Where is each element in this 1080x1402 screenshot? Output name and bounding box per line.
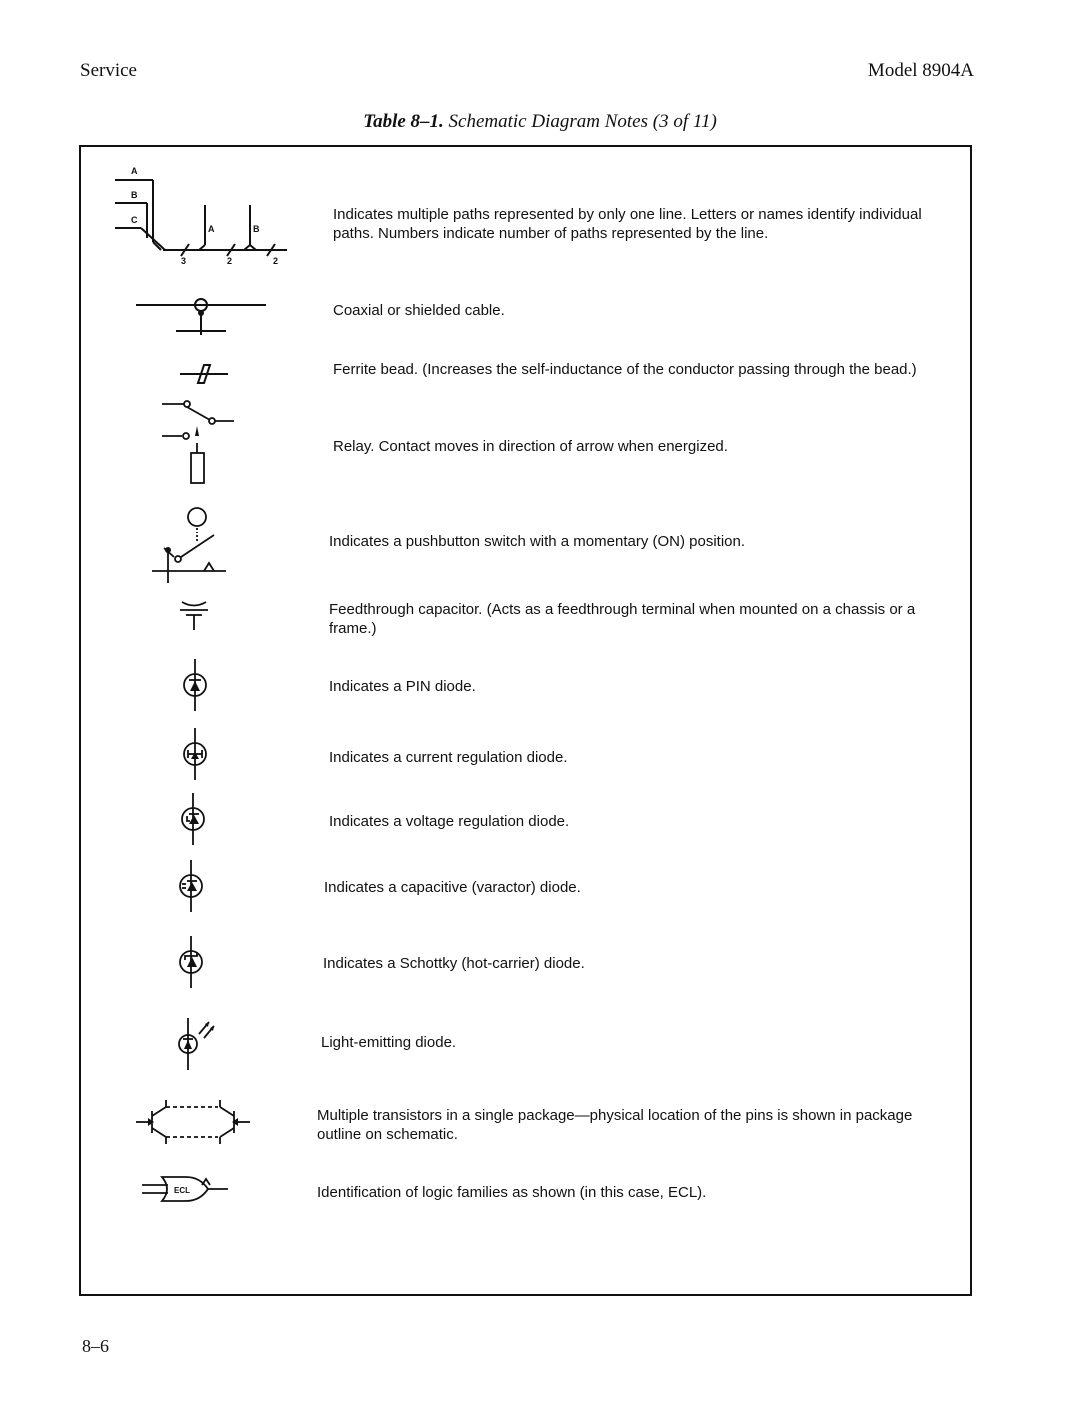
note-pushbutton-switch: Indicates a pushbutton switch with a momentary (ON) position. <box>329 533 746 550</box>
note-coaxial-cable: Coaxial or shielded cable. <box>333 302 505 319</box>
running-header-model: Model 8904A <box>867 60 974 81</box>
running-header-section: Service <box>80 60 137 81</box>
note-logic-family: Identification of logic families as shown (in this case, ECL). <box>317 1184 707 1201</box>
bus-label-a: A <box>131 166 138 176</box>
note-multiple-paths: Indicates multiple paths represented by only one line. Letters or names identify individual paths. Numbers indicate number of paths represented by the line. <box>333 206 922 242</box>
note-feedthrough-capacitor: Feedthrough capacitor. (Acts as a feedthrough terminal when mounted on a chassis or a frame.) <box>329 601 916 637</box>
current-regulation-diode-symbol <box>180 728 210 780</box>
bus-count-3: 3 <box>181 256 187 266</box>
coaxial-cable-symbol <box>136 295 266 340</box>
note-relay: Relay. Contact moves in direction of arrow when energized. <box>333 438 728 455</box>
schottky-diode-symbol <box>176 936 206 988</box>
note-current-regulation-diode: Indicates a current regulation diode. <box>329 749 568 766</box>
varactor-diode-symbol <box>176 860 206 912</box>
note-light-emitting-diode: Light-emitting diode. <box>321 1034 457 1051</box>
note-pin-diode: Indicates a PIN diode. <box>329 678 476 695</box>
bus-label-b: B <box>131 190 138 200</box>
note-voltage-regulation-diode: Indicates a voltage regulation diode. <box>329 813 570 830</box>
feedthrough-capacitor-symbol <box>176 596 212 632</box>
pushbutton-switch-symbol <box>152 505 228 583</box>
bus-branch-label-b: B <box>253 224 260 234</box>
page-number: 8–6 <box>82 1336 109 1356</box>
note-ferrite-bead: Ferrite bead. (Increases the self-inductance of the conductor passing through the bead.) <box>333 361 917 378</box>
note-multiple-transistors: Multiple transistors in a single package—physical location of the pins is shown in package outline on schematic. <box>317 1107 913 1143</box>
multiple-paths-bus-symbol <box>115 160 295 270</box>
pin-diode-symbol <box>180 659 210 711</box>
note-varactor-diode: Indicates a capacitive (varactor) diode. <box>324 879 581 896</box>
table-title: Schematic Diagram Notes (3 of 11) <box>448 111 717 132</box>
bus-label-c: C <box>131 215 138 225</box>
bus-count-2b: 2 <box>273 256 279 266</box>
bus-branch-label-a: A <box>208 224 215 234</box>
ferrite-bead-symbol <box>180 362 228 386</box>
table-number: Table 8–1. <box>363 111 444 132</box>
light-emitting-diode-symbol <box>178 1018 222 1070</box>
relay-symbol <box>162 398 236 488</box>
bus-count-2a: 2 <box>227 256 233 266</box>
ecl-gate-label: ECL <box>174 1186 190 1195</box>
voltage-regulation-diode-symbol <box>178 793 208 845</box>
multiple-transistors-symbol <box>136 1096 250 1148</box>
note-schottky-diode: Indicates a Schottky (hot-carrier) diode. <box>323 955 585 972</box>
table-caption <box>0 111 1080 133</box>
ecl-logic-gate-symbol <box>142 1174 228 1204</box>
